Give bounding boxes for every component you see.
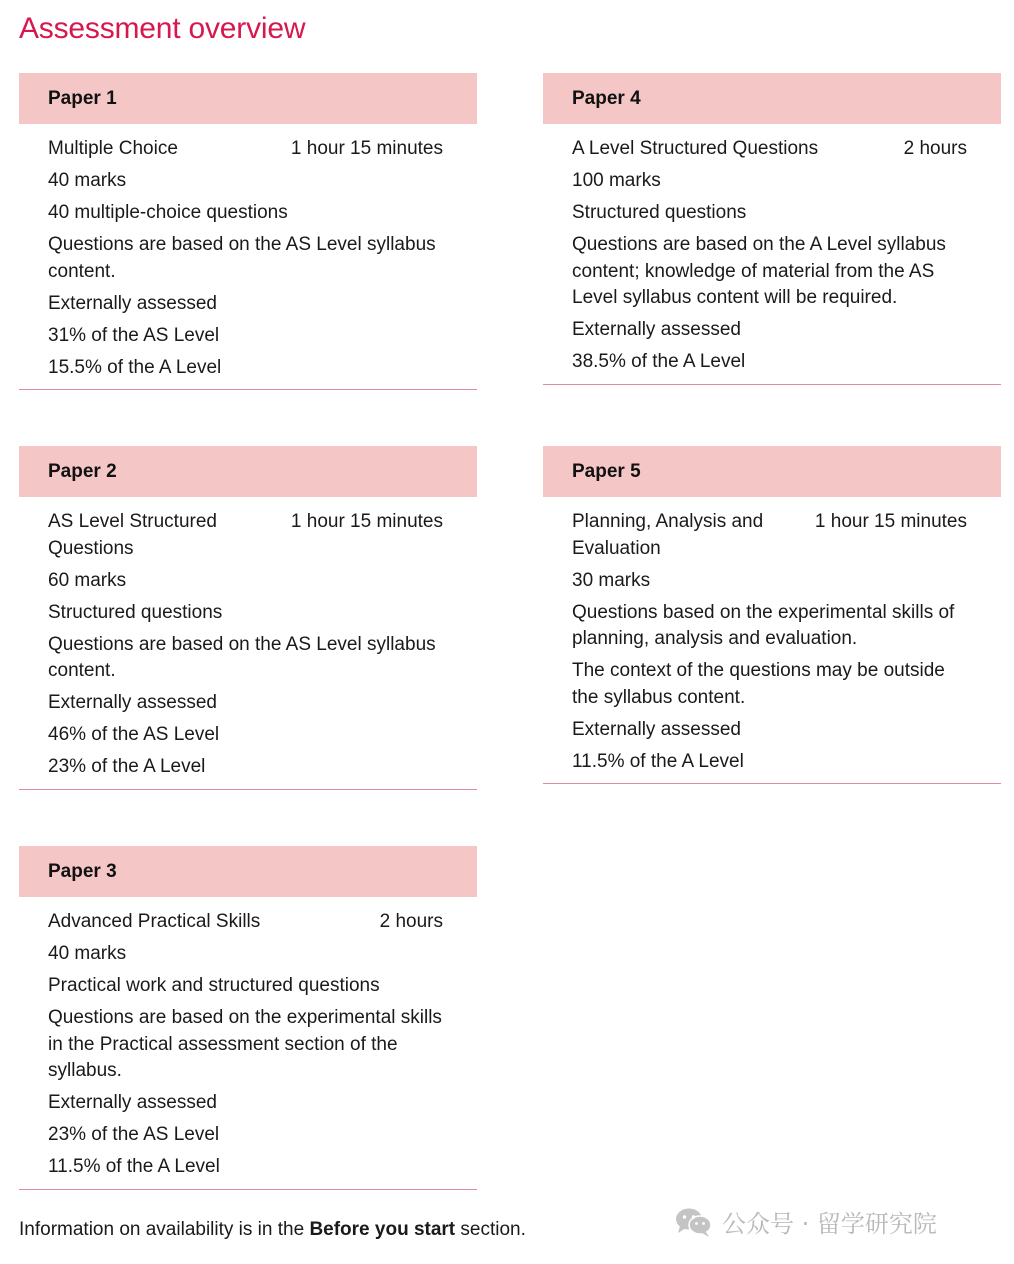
- before-you-start-reference: Before you start: [309, 1219, 456, 1240]
- paper-format: Structured questions: [572, 202, 747, 223]
- footer-prefix: Information on availability is in the: [19, 1219, 310, 1240]
- paper-type: A Level Structured Questions: [572, 138, 819, 159]
- paper-format: Structured questions: [48, 601, 223, 623]
- card-divider: [543, 783, 1001, 784]
- paper-type: AS Level Structured Questions: [48, 511, 217, 559]
- paper-weighting-a: 11.5% of the A Level: [48, 1156, 220, 1177]
- paper-assessment: Externally assessed: [48, 1092, 217, 1113]
- paper-marks: 40 marks: [48, 170, 127, 191]
- paper-name: Paper 1: [19, 73, 477, 124]
- paper-marks: 40 marks: [48, 943, 127, 964]
- wechat-icon: [674, 1206, 714, 1238]
- paper-card-4: [543, 73, 1001, 385]
- paper-assessment: Externally assessed: [572, 319, 741, 340]
- card-divider: [543, 384, 1001, 385]
- paper-type: Multiple Choice: [48, 138, 178, 159]
- paper-name: Paper 3: [19, 846, 477, 897]
- paper-context-note: The context of the questions may be outside the syllabus content.: [572, 660, 945, 708]
- paper-assessment: Externally assessed: [48, 292, 217, 314]
- availability-note: [19, 1219, 526, 1241]
- paper-card-3: [19, 846, 477, 1190]
- paper-duration: 2 hours: [903, 138, 967, 159]
- paper-card-5: [543, 446, 1001, 784]
- paper-weighting-a: 11.5% of the A Level: [572, 750, 744, 772]
- paper-card-2: [19, 446, 477, 790]
- card-divider: [19, 1189, 477, 1190]
- paper-weighting-as: 46% of the AS Level: [48, 724, 220, 745]
- paper-details: [543, 124, 1001, 384]
- footer-suffix: section.: [455, 1219, 526, 1240]
- paper-duration: 1 hour 15 minutes: [290, 138, 443, 159]
- paper-marks: 60 marks: [48, 569, 127, 591]
- paper-weighting-as: 31% of the AS Level: [48, 324, 220, 346]
- paper-weighting-a: 38.5% of the A Level: [572, 351, 746, 372]
- paper-weighting-as: 23% of the AS Level: [48, 1124, 220, 1145]
- paper-marks: 30 marks: [572, 569, 651, 591]
- paper-content-note: Questions are based on the AS Level syllabus content.: [48, 633, 436, 681]
- paper-content-note: Questions based on the experimental skills of planning, analysis and evaluation.: [572, 601, 955, 649]
- paper-assessment: Externally assessed: [48, 692, 217, 713]
- paper-details: [19, 124, 477, 389]
- paper-weighting-a: 15.5% of the A Level: [48, 356, 222, 378]
- card-divider: [19, 789, 477, 790]
- paper-duration: 1 hour 15 minutes: [290, 511, 443, 532]
- paper-details: [19, 497, 477, 789]
- paper-marks: 100 marks: [572, 170, 661, 191]
- paper-duration: 2 hours: [379, 911, 443, 932]
- paper-name: Paper 4: [543, 73, 1001, 124]
- paper-format: Practical work and structured questions: [48, 975, 380, 996]
- paper-type: Advanced Practical Skills: [48, 911, 261, 932]
- paper-details: [543, 497, 1001, 783]
- card-divider: [19, 389, 477, 390]
- paper-content-note: Questions are based on the experimental skills in the Practical assessment section of the syllabus.: [48, 1007, 442, 1081]
- paper-weighting-a: 23% of the A Level: [48, 756, 206, 777]
- paper-details: [19, 897, 477, 1189]
- paper-assessment: Externally assessed: [572, 718, 741, 740]
- watermark: [674, 1204, 937, 1239]
- paper-format: 40 multiple-choice questions: [48, 202, 288, 223]
- watermark-text: 公众号 · 留学研究院: [722, 1210, 937, 1238]
- paper-type: Planning, Analysis and Evaluation: [572, 511, 764, 559]
- paper-content-note: Questions are based on the AS Level syllabus content.: [48, 234, 436, 282]
- paper-name: Paper 5: [543, 446, 1001, 497]
- paper-card-1: [19, 73, 477, 390]
- paper-name: Paper 2: [19, 446, 477, 497]
- paper-duration: 1 hour 15 minutes: [814, 511, 967, 532]
- page-title: Assessment overview: [19, 12, 306, 45]
- paper-content-note: Questions are based on the A Level syllabus content; knowledge of material from the AS Level syllabus content will be required.: [572, 234, 946, 308]
